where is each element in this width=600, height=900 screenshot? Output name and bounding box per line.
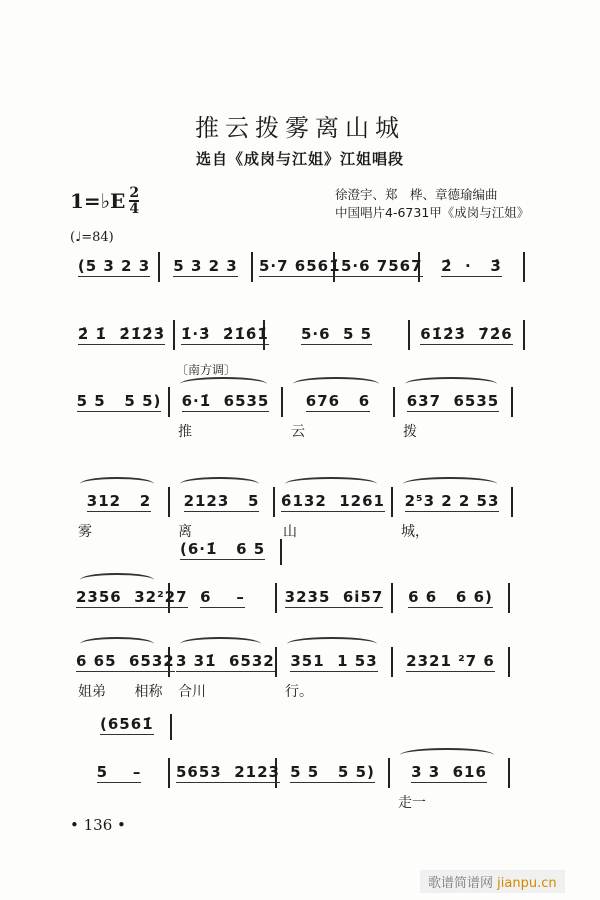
measure xyxy=(70,758,170,788)
notes: 5 5 5 5) xyxy=(290,763,375,781)
measure xyxy=(395,387,513,440)
notes: 676 6 xyxy=(305,392,371,410)
watermark-cn: 歌谱简谱网 xyxy=(428,876,494,891)
notes: 5 – xyxy=(96,763,142,781)
lyric: 姐弟 相称 xyxy=(78,684,163,700)
time-top: 2 xyxy=(129,185,140,201)
lyric: 离 xyxy=(178,524,192,540)
measure xyxy=(393,583,510,613)
slur xyxy=(180,377,267,391)
lyric: 拨 xyxy=(403,424,417,440)
measure xyxy=(70,320,175,350)
credits xyxy=(335,186,529,222)
notes: 5 5 5 5) xyxy=(76,392,162,410)
lyric: 城， xyxy=(401,524,429,540)
notes: 6 65 6532 xyxy=(76,652,175,670)
slur xyxy=(180,477,259,491)
slur xyxy=(400,748,494,762)
notes: 2356 32²27 xyxy=(76,588,188,606)
record-info: 中国唱片4-6731甲《成岗与江姐》 xyxy=(335,205,530,220)
music-line xyxy=(70,320,530,356)
interlude-notes: (6561̇ xyxy=(100,715,154,733)
notes: 5·6 5 5 xyxy=(300,325,373,343)
measure xyxy=(70,387,170,417)
notes: 2123 5 xyxy=(183,492,260,510)
notes: 61̇2̇3̇ 7̇2̇6 xyxy=(420,325,513,343)
measure xyxy=(170,647,277,700)
lyric: 雾 xyxy=(78,524,92,540)
measure xyxy=(277,647,393,700)
measure xyxy=(283,387,395,440)
notes: 3235 6i57 xyxy=(284,588,384,606)
notes: 6 6 6 6) xyxy=(408,588,493,606)
slur xyxy=(287,637,377,651)
notes: 5 3 2 3 xyxy=(173,257,238,275)
lyric: 合川 xyxy=(178,684,206,700)
notes: 3 31̇ 6532 xyxy=(176,652,275,670)
notes: 6̇132 1261 xyxy=(281,492,385,510)
notes: 5·7 6561̇ xyxy=(259,257,341,275)
lyric: 行。 xyxy=(285,684,313,700)
music-line xyxy=(70,583,530,619)
notes: 2̇ · 3̇ xyxy=(441,257,502,275)
lyric: 山 xyxy=(283,524,297,540)
instrumental-interlude xyxy=(100,714,172,740)
interlude-notes: (6·1̇ 6 5 xyxy=(180,540,266,558)
measure xyxy=(390,758,510,811)
tempo-marking: (♩=84) xyxy=(70,230,114,245)
time-signature xyxy=(129,186,139,216)
music-line xyxy=(70,487,530,540)
notes: 6·1̇ 6535 xyxy=(181,392,270,410)
key-signature xyxy=(70,186,139,216)
section-mark: 〔南方调〕 xyxy=(176,363,237,377)
song-subtitle: 选自《成岗与江姐》江姐唱段 xyxy=(195,150,404,168)
measure xyxy=(275,487,393,540)
measure xyxy=(70,252,160,282)
measure xyxy=(277,583,393,613)
slur xyxy=(180,637,261,651)
notes: 6 – xyxy=(200,588,245,606)
notes: 351 1 53 xyxy=(290,652,378,670)
notes: 312 2 xyxy=(86,492,152,510)
measure xyxy=(170,363,283,440)
measure xyxy=(253,252,341,282)
measure xyxy=(393,647,510,677)
arrangers: 徐澄宇、郑 桦、章德瑜编曲 xyxy=(335,187,498,202)
time-bottom: 4 xyxy=(129,201,140,217)
measure xyxy=(265,320,410,350)
slur xyxy=(80,573,154,587)
measure xyxy=(160,252,253,282)
music-line xyxy=(70,252,530,288)
measure xyxy=(170,758,280,788)
music-line xyxy=(70,363,530,440)
notes: 2321 ²7 6 xyxy=(406,652,495,670)
notes: 1̇·3̇ 2̇1̇6̇1̇ xyxy=(181,325,269,343)
measure xyxy=(175,320,269,350)
notes: (5 3 2 3 xyxy=(77,257,151,275)
page-number: • 136 • xyxy=(70,816,126,834)
notes: 5653 2123 xyxy=(176,763,280,781)
measure xyxy=(335,252,423,282)
slur xyxy=(293,377,379,391)
instrumental-interlude xyxy=(180,539,282,565)
notes: 637 6535 xyxy=(406,392,500,410)
measure xyxy=(410,320,525,350)
notes: 3 3 616 xyxy=(411,763,487,781)
measure xyxy=(277,758,390,788)
measure xyxy=(170,487,275,540)
notes: 5·6 7567 xyxy=(341,257,423,275)
measure xyxy=(170,583,277,613)
measure xyxy=(420,252,525,282)
measure xyxy=(70,647,175,700)
measure xyxy=(393,487,513,540)
watermark-latin: jianpu.cn xyxy=(497,876,557,891)
lyric: 推 xyxy=(178,424,192,440)
slur xyxy=(80,637,154,651)
music-line xyxy=(70,758,530,811)
slur xyxy=(285,477,377,491)
song-title: 推云拨雾离山城 xyxy=(195,114,405,142)
slur xyxy=(80,477,154,491)
slur xyxy=(405,377,497,391)
key-label: 1=♭E xyxy=(70,189,126,213)
measure xyxy=(70,583,188,613)
watermark xyxy=(420,870,565,893)
notes: 2̇ 1̇ 2̇1̇2̇3̇ xyxy=(77,325,166,343)
slur xyxy=(403,477,497,491)
lyric: 云 xyxy=(291,424,305,440)
music-line xyxy=(70,647,530,700)
lyric: 走一 xyxy=(398,795,426,811)
notes: 2⁵3 2 2 53 xyxy=(404,492,500,510)
measure xyxy=(70,487,170,540)
